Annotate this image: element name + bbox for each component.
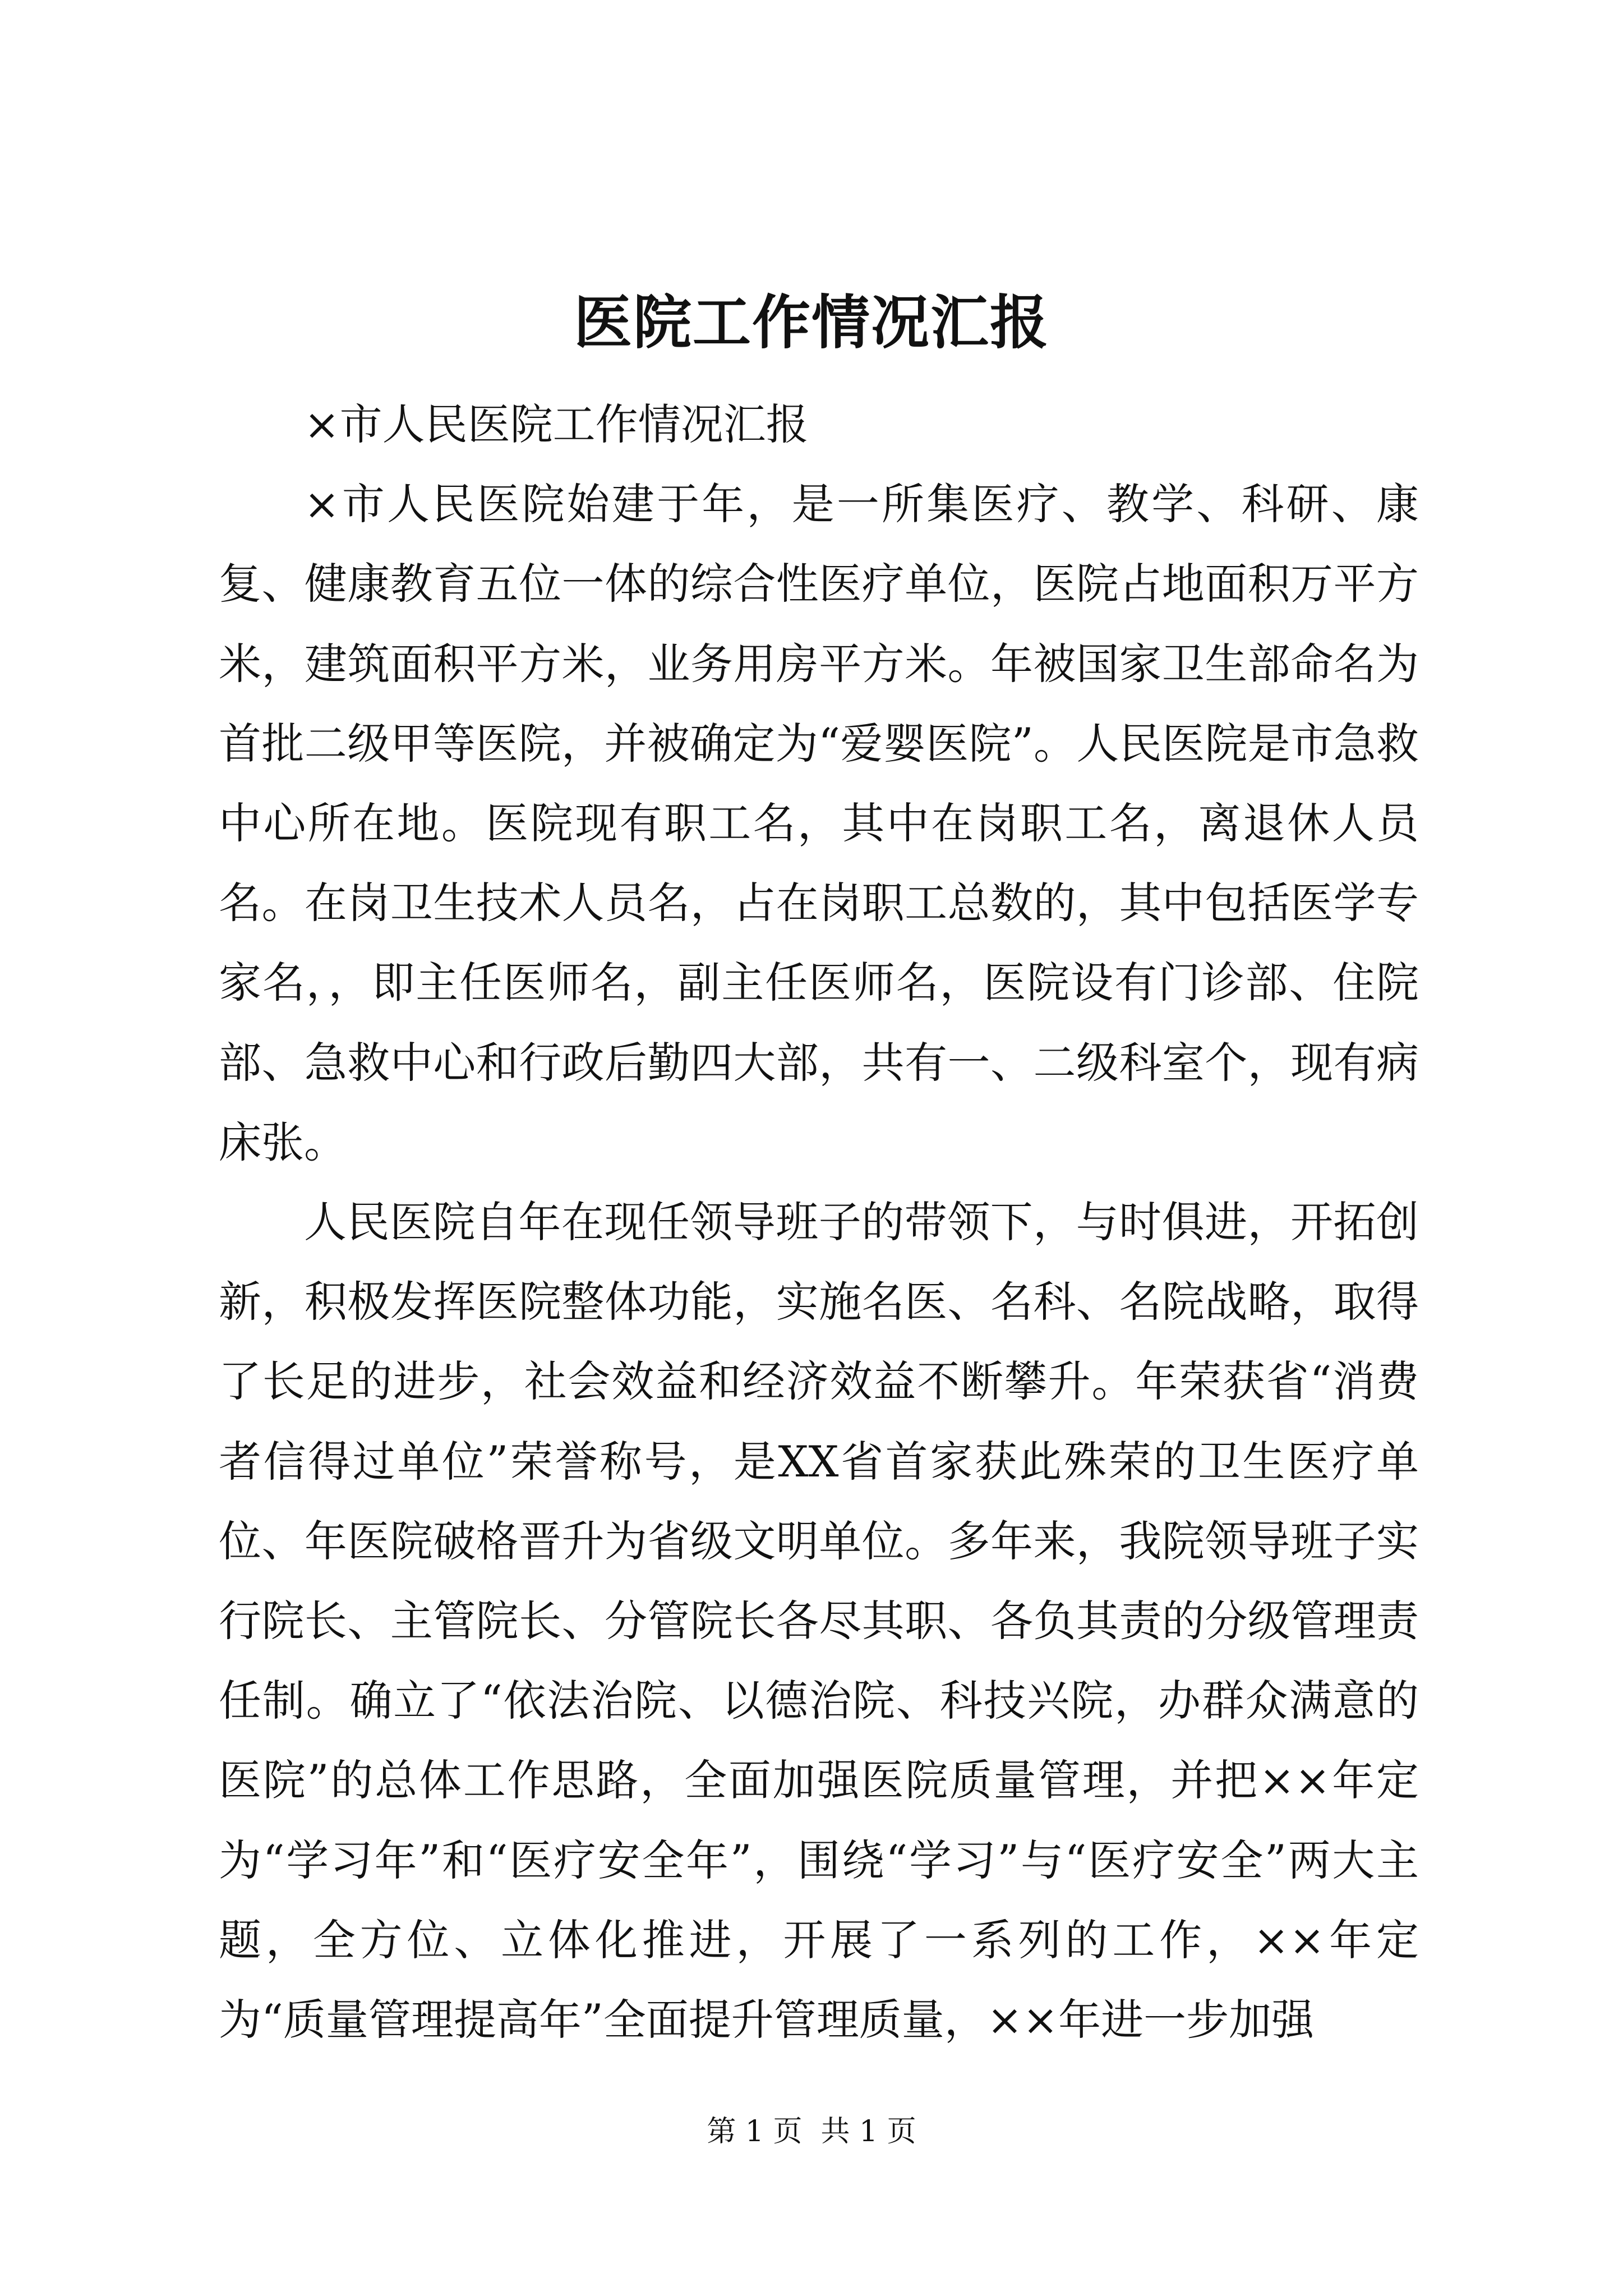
- page-footer: [0, 2109, 1623, 2154]
- paragraph-hospital-overview: ×市人民医院始建于年，是一所集医疗、教学、科研、康复、健康教育五位一体的综合性医疗单位，医院占地面积万平方米，建筑面积平方米，业务用房平方米。年被国家卫生部命名为首批二级甲等医院，并被确定为“爱婴医院”。人民医院是市急救中心所在地。医院现有职工名，其中在岗职工名，离退休人员名。在岗卫生技术人员名，占在岗职工总数的，其中包括医学专家名，，即主任医师名，副主任医师名，医院设有门诊部、住院部、急救中心和行政后勤四大部，共有一、二级科室个，现有病床张。: [219, 479, 1419, 1167]
- document-body: [219, 385, 1419, 2060]
- page-title: 医院工作情况汇报: [573, 288, 1049, 357]
- document-subtitle-paragraph: ×市人民医院工作情况汇报: [304, 399, 809, 449]
- paragraph-leadership-achievements: 人民医院自年在现任领导班子的带领下，与时俱进，开拓创新，积极发挥医院整体功能，实施名医、名科、名院战略，取得了长足的进步，社会效益和经济效益不断攀升。年荣获省“消费者信得过单位”荣誉称号，是XX省首家获此殊荣的卫生医疗单位、年医院破格晋升为省级文明单位。多年来，我院领导班子实行院长、主管院长、分管院长各尽其职、各负其责的分级管理责任制。确立了“依法治院、以德治院、科技兴院，办群众满意的医院”的总体工作思路，全面加强医院质量管理，并把××年定为“学习年”和“医疗安全年”，围绕“学习”与“医疗安全”两大主题，全方位、立体化推进，开展了一系列的工作，××年定为“质量管理提高年”全面提升管理质量，××年进一步加强: [219, 1197, 1419, 2045]
- page-number-label: 第 1 页 共 1 页: [707, 2115, 916, 2148]
